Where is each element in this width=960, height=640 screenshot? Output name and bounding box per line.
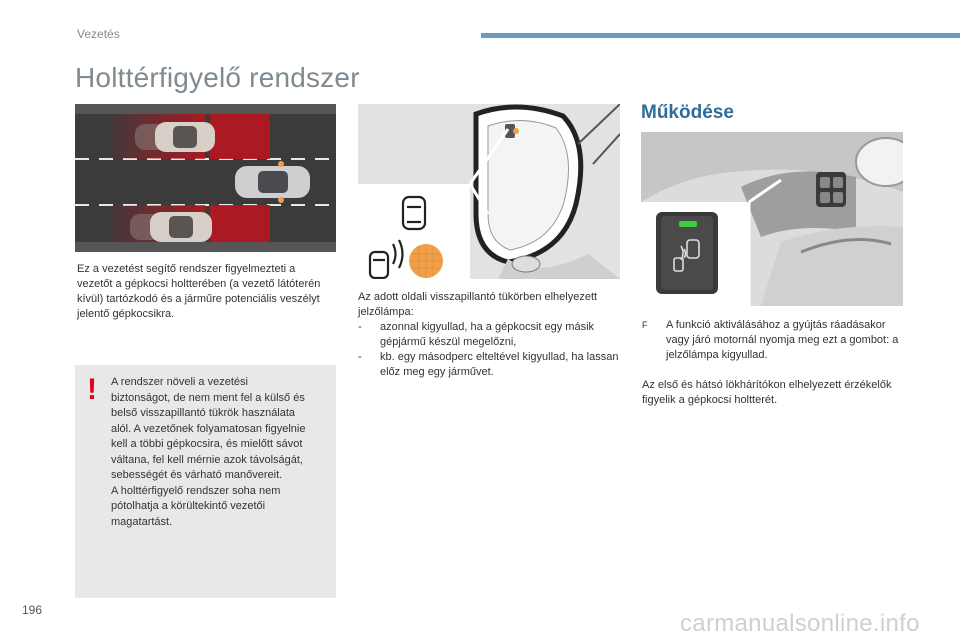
activation-text: A funkció aktiválásához a gyújtás ráadásakor vagy járó motornál nyomja meg ezt a gombot: a jelzőlámpa kigyullad. (666, 319, 899, 361)
warning-line: biztonságot, de nem ment fel a külső és (111, 391, 305, 404)
section-label: Vezetés (77, 27, 120, 41)
warning-line: A holttérfigyelő rendszer soha nem (111, 484, 281, 497)
blind-spot-switch-button (656, 212, 718, 294)
own-vehicle (235, 161, 310, 203)
side-mirror-illustration (358, 104, 620, 279)
warning-box (75, 365, 336, 598)
mirror-lamp-list (358, 320, 620, 380)
warning-exclamation-icon: ! (87, 373, 97, 406)
overtaking-car-bottom (130, 212, 212, 242)
warning-line: magatartást. (111, 515, 173, 528)
activation-instruction (642, 318, 907, 363)
sensor-description: Az első és hátsó lökhárítókon elhelyezett érzékelők figyelik a gépkocsi holtterét. (642, 379, 892, 406)
list-item: - azonnal kigyullad, ha a gépkocsit egy másik gépjármű készül megelőzni, (358, 321, 595, 348)
mirror-lamp-intro: Az adott oldali visszapillantó tükörben elhelyezett jelzőlámpa: (358, 291, 598, 318)
bullet-icon: F (642, 320, 648, 330)
header-rule (481, 33, 960, 38)
page-number: 196 (22, 603, 43, 617)
overtaking-car-top (135, 122, 215, 152)
list-item: - kb. egy másodperc elteltével kigyullad, ha lassan előz meg egy járművet. (358, 351, 619, 378)
warning-line: sebességét és várható manővereit. (111, 469, 283, 481)
section-title: Működése (641, 102, 734, 123)
dashboard-switch-illustration (641, 132, 903, 306)
watermark: carmanualsonline.info (680, 610, 920, 637)
warning-lamp-icon (409, 244, 443, 278)
page-title: Holttérfigyelő rendszer (75, 62, 360, 93)
warning-text (111, 375, 333, 530)
warning-line: belső visszapillantó tükrök használata (111, 407, 296, 419)
warning-line: alól. A vezetőnek folyamatosan figyelnie (111, 422, 306, 435)
blind-spot-road-illustration (75, 104, 336, 252)
mirror-lamp-description (358, 290, 620, 380)
warning-line: A rendszer növeli a vezetési (111, 376, 248, 388)
warning-line: pótolhatja a körültekintő vezetői (111, 500, 266, 512)
warning-line: váltana, fel kell mérnie azok távolságát, (111, 453, 303, 466)
warning-line: kell a többi gépkocsira, és mielőtt sávot (111, 438, 303, 450)
intro-paragraph: Ez a vezetést segítő rendszer figyelmezteti a vezetőt a gépkocsi holtterében (a vezető látóterén kívül) tartózkodó és a járműre potenciális veszélyt jelentő gépkocsikra. (77, 263, 321, 320)
